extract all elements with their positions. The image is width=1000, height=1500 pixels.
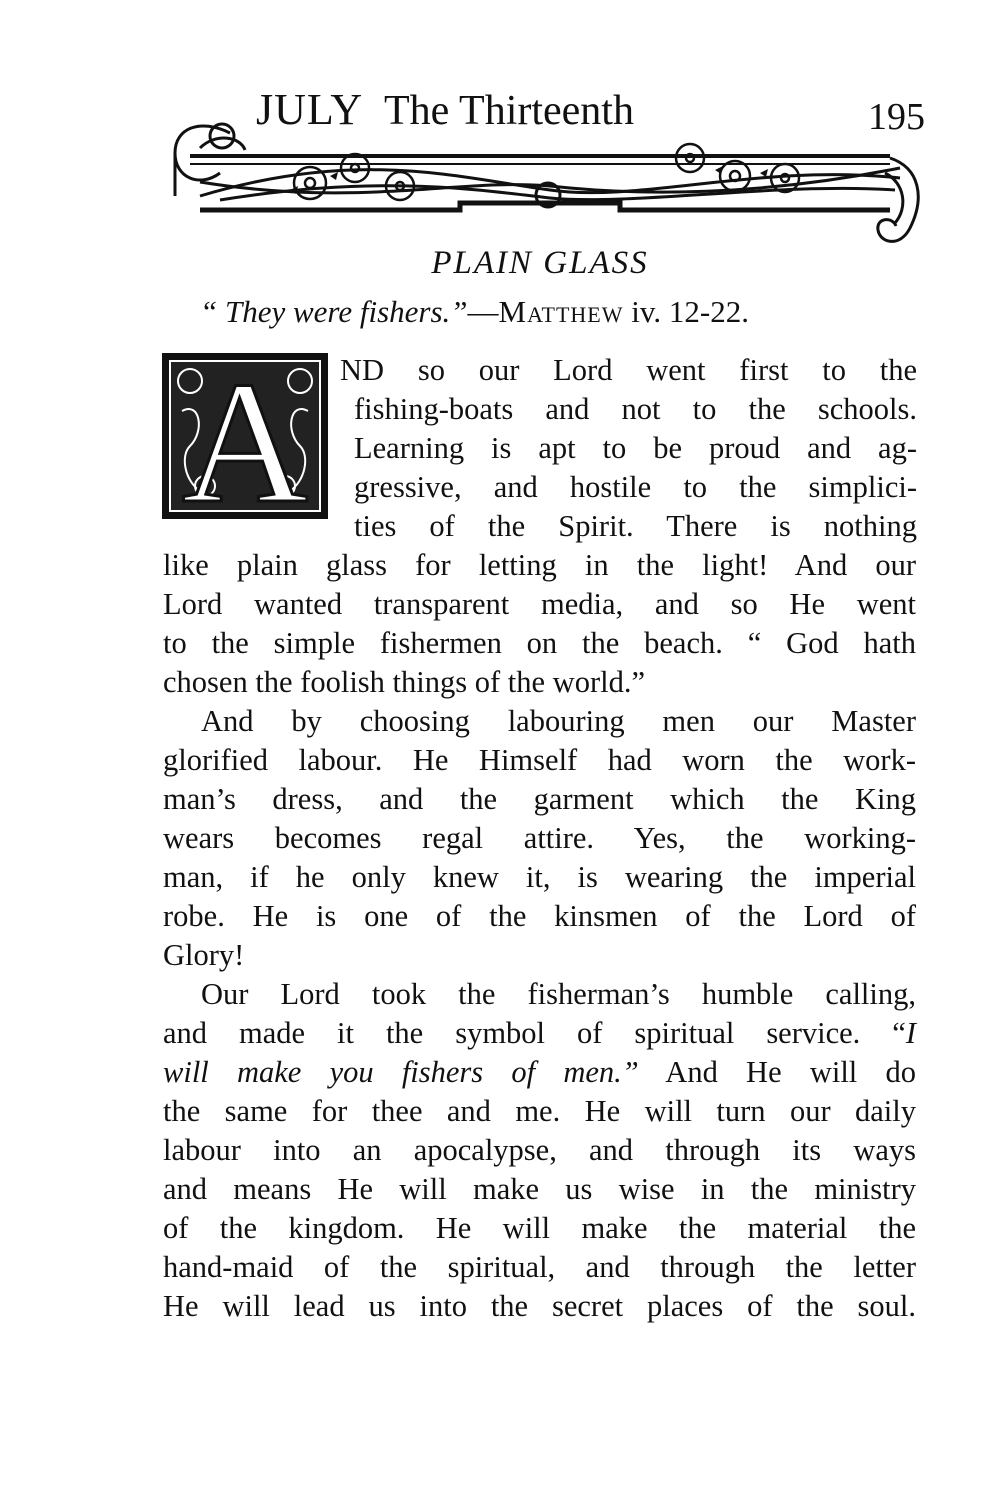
text-segment: And He will do	[638, 1055, 917, 1089]
text-line: And by choosing labouring men our Master	[201, 704, 916, 738]
text-line: to the simple fishermen on the beach. “ God hath	[163, 626, 916, 660]
text-segment: and made it the symbol of spiritual service. “	[163, 1016, 906, 1050]
text-line: He will lead us into the secret places of the soul.	[163, 1289, 916, 1323]
epigraph-book: Matthew	[498, 294, 624, 329]
epigraph-dash: —	[467, 294, 499, 329]
paragraph-3	[163, 975, 916, 1326]
text-line: Glory!	[163, 938, 245, 972]
text-line: Lord wanted transparent media, and so He went	[163, 587, 916, 621]
italic-segment: will make you fishers of men.”	[163, 1055, 639, 1089]
page-header	[160, 78, 930, 253]
text-line: ties of the Spirit. There is nothing	[354, 509, 917, 543]
drop-cap-letter: A	[181, 351, 309, 521]
day-heading: The Thirteenth	[384, 88, 634, 134]
ornamental-drop-cap	[160, 351, 330, 521]
italic-segment: I	[905, 1016, 916, 1050]
text-line: ND so our Lord went first to the	[340, 353, 917, 387]
month-heading: JULY	[256, 85, 364, 134]
text-line: and means He will make us wise in the ministry	[163, 1172, 916, 1206]
paragraph-1	[163, 546, 916, 702]
text-line: like plain glass for letting in the light! And our	[163, 548, 916, 582]
article-title: PLAIN GLASS	[431, 245, 649, 281]
text-line: chosen the foolish things of the world.”	[163, 665, 645, 699]
text-line: the same for thee and me. He will turn our daily	[163, 1094, 916, 1128]
text-line: hand-maid of the spiritual, and through the letter	[163, 1250, 916, 1284]
text-line: glorified labour. He Himself had worn the work-	[163, 743, 916, 777]
epigraph-reference: iv. 12-22.	[623, 294, 749, 329]
text-line: fishing-boats and not to the schools.	[354, 392, 917, 426]
text-line: of the kingdom. He will make the material the	[163, 1211, 916, 1245]
epigraph	[200, 296, 920, 327]
text-line: man’s dress, and the garment which the King	[163, 782, 916, 816]
text-line: Learning is apt to be proud and ag-	[354, 431, 917, 465]
page-number: 195	[868, 96, 925, 138]
text-line: labour into an apocalypse, and through its ways	[163, 1133, 916, 1167]
text-line	[163, 1014, 916, 1053]
text-line: Our Lord took the fisherman’s humble calling,	[201, 977, 916, 1011]
text-line: man, if he only knew it, is wearing the imperial	[163, 860, 916, 894]
paragraph-2	[163, 702, 916, 975]
text-line	[163, 1053, 916, 1092]
epigraph-quote: “ They were fishers.”	[200, 294, 468, 329]
text-line: wears becomes regal attire. Yes, the working-	[163, 821, 916, 855]
dropcap-wrapped-text	[340, 351, 917, 546]
text-line: robe. He is one of the kinsmen of the Lord of	[163, 899, 916, 933]
text-line: gressive, and hostile to the simplici-	[354, 470, 917, 504]
